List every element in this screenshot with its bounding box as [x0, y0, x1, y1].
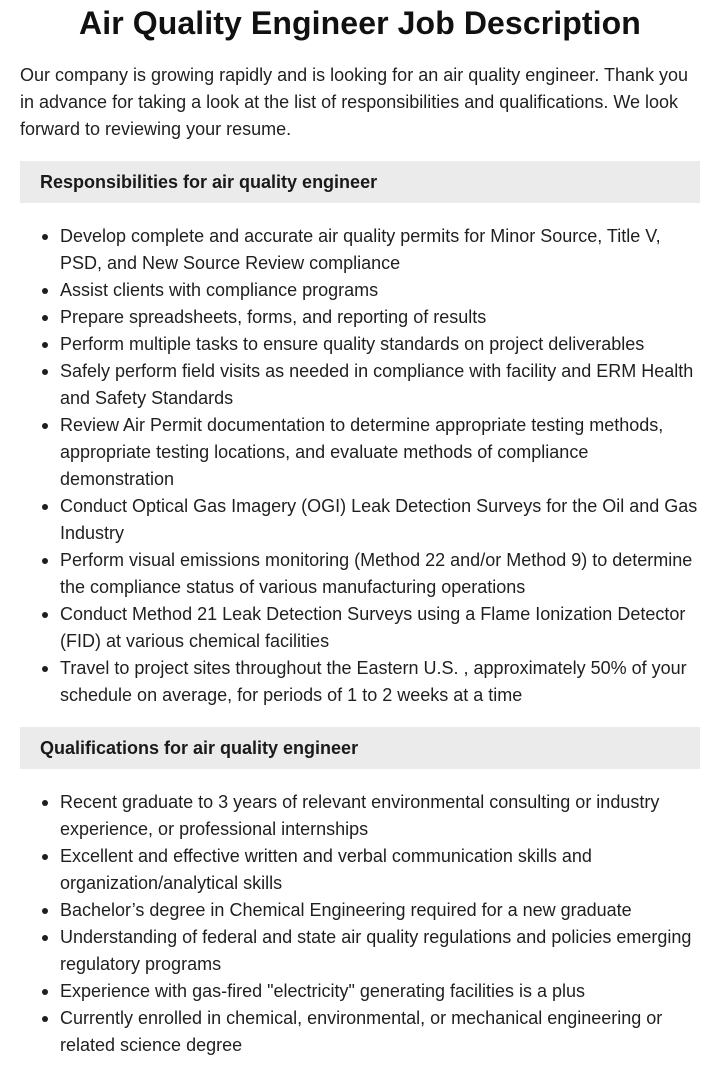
- responsibility-item: Develop complete and accurate air quality permits for Minor Source, Title V, PSD, and New Source Review compliance: [60, 223, 700, 277]
- qualifications-list: [20, 789, 700, 1059]
- responsibilities-list: [20, 223, 700, 709]
- qualifications-heading: Qualifications for air quality engineer: [20, 727, 700, 769]
- responsibility-item: Review Air Permit documentation to determine appropriate testing methods, appropriate testing locations, and evaluate methods of compliance demonstration: [60, 412, 700, 493]
- responsibility-item: Conduct Optical Gas Imagery (OGI) Leak Detection Surveys for the Oil and Gas Industry: [60, 493, 700, 547]
- responsibility-item: Prepare spreadsheets, forms, and reporting of results: [60, 304, 700, 331]
- responsibilities-heading: Responsibilities for air quality engineer: [20, 161, 700, 203]
- responsibility-item: Perform visual emissions monitoring (Method 22 and/or Method 9) to determine the compliance status of various manufacturing operations: [60, 547, 700, 601]
- responsibility-item: Assist clients with compliance programs: [60, 277, 700, 304]
- intro-paragraph: Our company is growing rapidly and is looking for an air quality engineer. Thank you in advance for taking a look at the list of responsibilities and qualifications. We look forward to reviewing your resume.: [20, 65, 689, 139]
- qualification-item: Currently enrolled in chemical, environmental, or mechanical engineering or related science degree: [60, 1005, 700, 1059]
- qualification-item: Understanding of federal and state air quality regulations and policies emerging regulatory programs: [60, 924, 700, 978]
- qualification-item: Excellent and effective written and verbal communication skills and organization/analytical skills: [60, 843, 700, 897]
- responsibility-item: Conduct Method 21 Leak Detection Surveys using a Flame Ionization Detector (FID) at various chemical facilities: [60, 601, 700, 655]
- page-title: Air Quality Engineer Job Description: [79, 5, 641, 41]
- responsibility-item: Perform multiple tasks to ensure quality standards on project deliverables: [60, 331, 700, 358]
- qualification-item: Experience with gas-fired "electricity" generating facilities is a plus: [60, 978, 700, 1005]
- qualification-item: Bachelor’s degree in Chemical Engineering required for a new graduate: [60, 897, 700, 924]
- responsibility-item: Safely perform field visits as needed in compliance with facility and ERM Health and Safety Standards: [60, 358, 700, 412]
- responsibility-item: Travel to project sites throughout the Eastern U.S. , approximately 50% of your schedule on average, for periods of 1 to 2 weeks at a time: [60, 655, 700, 709]
- qualification-item: Recent graduate to 3 years of relevant environmental consulting or industry experience, or professional internships: [60, 789, 700, 843]
